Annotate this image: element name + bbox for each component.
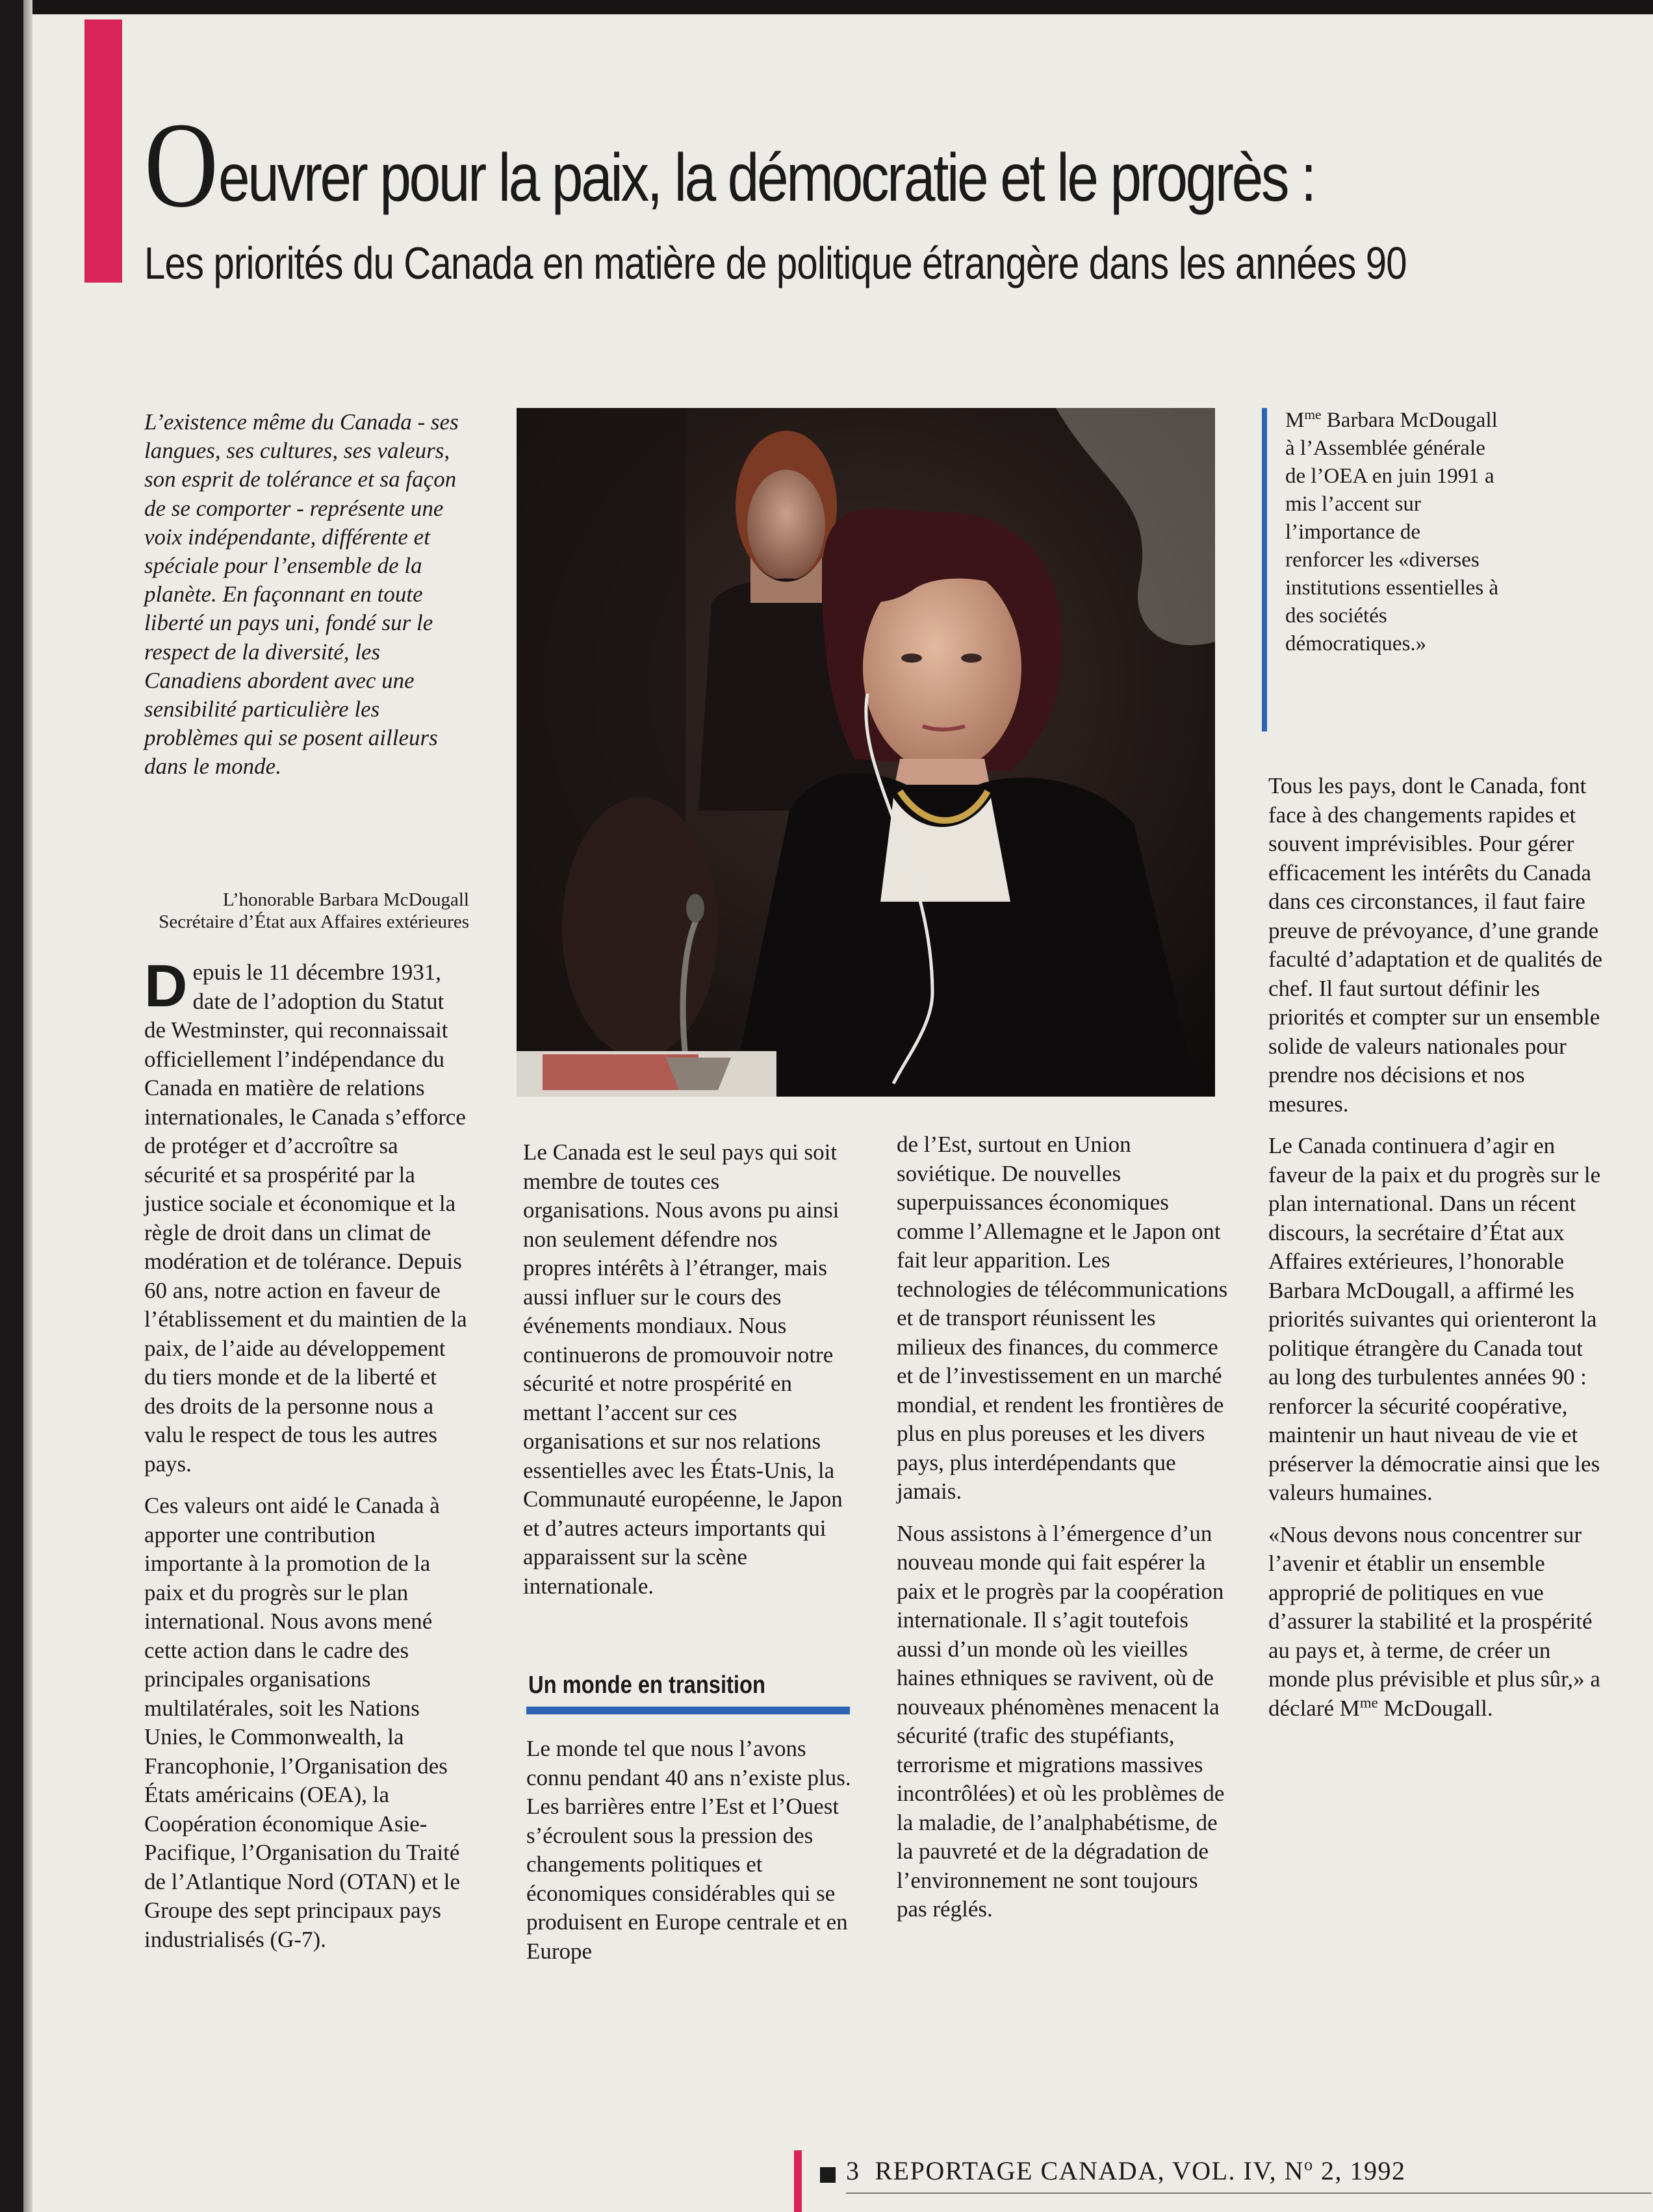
paragraph: Ces valeurs ont aidé le Canada à apporter une contribution importante à la promotion de la paix et du progrès sur le plan international. Nous avons mené cette action dans le cadre des principales organisations multilatérales, soit les Nations Unies, le Commonwealth, la Francophonie, l’Organisation des États américains (OEA), la Coopération économique Asie-Pacifique, l’Organisation du Traité de l’Atlantique Nord (OTAN) et le Groupe des sept principaux pays industrialisés (G-7). [144, 1493, 461, 1952]
page-title [144, 97, 1400, 233]
caption-sup: me [1304, 407, 1322, 422]
page-number: 3 [846, 2156, 860, 2185]
footer-rule [846, 2193, 1652, 2194]
article-column-2-continued [526, 1735, 851, 1979]
paragraph [144, 953, 469, 1479]
footer-accent-bar [794, 2150, 802, 2212]
paragraph: de l’Est, surtout en Union soviétique. De nouvelles superpuissances économiques comme l’Allemagne et le Japon ont fait leur apparition. Les technologies de télécommunications et de transport réunissent les milieux des finances, du commerce et de l’investissement en un marché mondial, et rendent les frontières de plus en plus poreuses et les divers pays, plus interdépendants que jamais. [897, 1132, 1228, 1504]
quote-attribution [144, 889, 469, 933]
caption-title: M [1285, 409, 1305, 432]
article-column-4 [1268, 772, 1606, 1736]
attribution-name: L’honorable Barbara McDougall [222, 889, 469, 910]
title-rest: euvrer pour la paix, la démocratie et le progrès : [218, 140, 1314, 216]
superscript: me [1359, 1694, 1378, 1710]
photo-caption [1285, 407, 1500, 658]
attribution-role: Secrétaire d’État aux Affaires extérieures [159, 911, 469, 932]
paragraph: Le Canada est le seul pays qui soit membre de toutes ces organisations. Nous avons pu ainsi non seulement défendre nos propres intérêts à l’étranger, mais aussi influer sur le cours des événements mondiaux. Nous continuerons de promouvoir notre sécurité et notre prospérité en mettant l’accent sur ces organisations et sur nos relations essentielles avec les États-Unis, la Communauté européenne, le Japon et d’autres acteurs importants qui apparaissent sur la scène internationale. [523, 1139, 843, 1599]
drop-cap: D [144, 953, 188, 1019]
page-subtitle: Les priorités du Canada en matière de politique étrangère dans les années 90 [144, 238, 1407, 288]
title-accent-bar [84, 19, 122, 283]
caption-accent-bar [1262, 408, 1267, 731]
paragraph: Le Canada continuera d’agir en faveur de la paix et du progrès sur le plan international. Dans un récent discours, la secrétaire d’État aux Affaires extérieures, l’honorable Barbara McDougall, a affirmé les priorités suivantes qui orienteront la politique étrangère du Canada tout au long des turbulentes années 90 : renforcer la sécurité coopérative, maintenir un haut niveau de vie et préserver la démocratie ainsi que les valeurs humaines. [1268, 1133, 1601, 1505]
paragraph-text: epuis le 11 décembre 1931, date de l’adoption du Statut de Westminster, qui reconnaissait officiellement l’indépendance du Canada en matière de relations internationales, le Canada s’efforce de protéger et d’accroître sa sécurité et sa prospérité par la justice sociale et économique et la règle de droit dans un climat de modération et de tolérance. Depuis 60 ans, notre action en faveur de l’établissement et du maintien de la paix, de l’aide au développement du tiers monde et de la liberté et des droits de la personne nous a valu le respect de tous les autres pays. [144, 960, 467, 1477]
section-heading: Un monde en transition [528, 1672, 765, 1699]
paragraph: Nous assistons à l’émergence d’un nouveau monde qui fait espérer la paix et le progrès par la coopération internationale. Il s’agit toutefois aussi d’un monde où les vieilles haines ethniques se ravivent, où de nouveaux phénomènes menacent la sécurité (trafic des stupéfiants, terrorisme et migrations massives incontrôlées) et où les problèmes de la maladie, de l’analphabétisme, de la pauvreté et de la dégradation de l’environnement ne sont toujours pas réglés. [897, 1520, 1225, 1922]
paragraph: Tous les pays, dont le Canada, font face à des changements rapides et souvent imprévisibles. Pour gérer efficacement les intérêts du Canada dans ces circonstances, il faut faire preuve de prévoyance, d’une grande faculté d’adaptation et de qualités de chef. Il faut surtout définir les priorités et compter sur un ensemble solide de valeurs nationales pour prendre nos décisions et nos mesures. [1268, 773, 1603, 1117]
paragraph: Le monde tel que nous l’avons connu pendant 40 ans n’existe plus. Les barrières entre l’Est et l’Ouest s’écroulent sous la pression des changements politiques et économiques considérables qui se produisent en Europe centrale et en Europe [526, 1736, 851, 1964]
page-footer [846, 2155, 1406, 2185]
paragraph-text-end: McDougall. [1378, 1695, 1493, 1721]
photo-illustration [517, 408, 1215, 1097]
footer-sup: o [1304, 2155, 1314, 2174]
footer-square-icon [820, 2167, 836, 2183]
paragraph-text: «Nous devons nous concentrer sur l’avenir et établir un ensemble approprié de politiques en vue d’assurer la stabilité et la prospérité au pays et, à terme, de créer un monde plus prévisible et plus sûr,» a déclaré M [1268, 1521, 1600, 1721]
top-dark-edge [0, 0, 1653, 14]
article-column-2 [523, 1138, 848, 1614]
binding-edge [0, 0, 23, 2212]
publication-issue: 2, 1992 [1313, 2156, 1406, 2185]
paragraph [1268, 1521, 1606, 1723]
photo-barbara-mcdougall [517, 408, 1215, 1097]
title-initial: O [144, 97, 219, 233]
article-column-1 [144, 953, 469, 1967]
epigraph-quote: L’existence même du Canada - ses langues, ses cultures, ses valeurs, son esprit de tolérance et sa façon de se comporter - représente une voix indépendante, différente et spéciale pour l’ensemble de la planète. En façonnant en toute liberté un pays uni, fondé sur le respect de la diversité, les Canadiens abordent avec une sensibilité particulière les problèmes qui se posent ailleurs dans le monde. [144, 409, 459, 780]
page-spine [23, 0, 32, 2212]
publication-name: REPORTAGE CANADA, VOL. IV, N [875, 2156, 1304, 2185]
section-underline [526, 1707, 850, 1714]
caption-text: Barbara McDougall à l’Assemblée générale de l’OEA en juin 1991 a mis l’accent sur l’importance de renforcer les «diverses institutions essentielles à des sociétés démocratiques.» [1285, 409, 1499, 655]
article-column-3 [897, 1130, 1228, 1937]
